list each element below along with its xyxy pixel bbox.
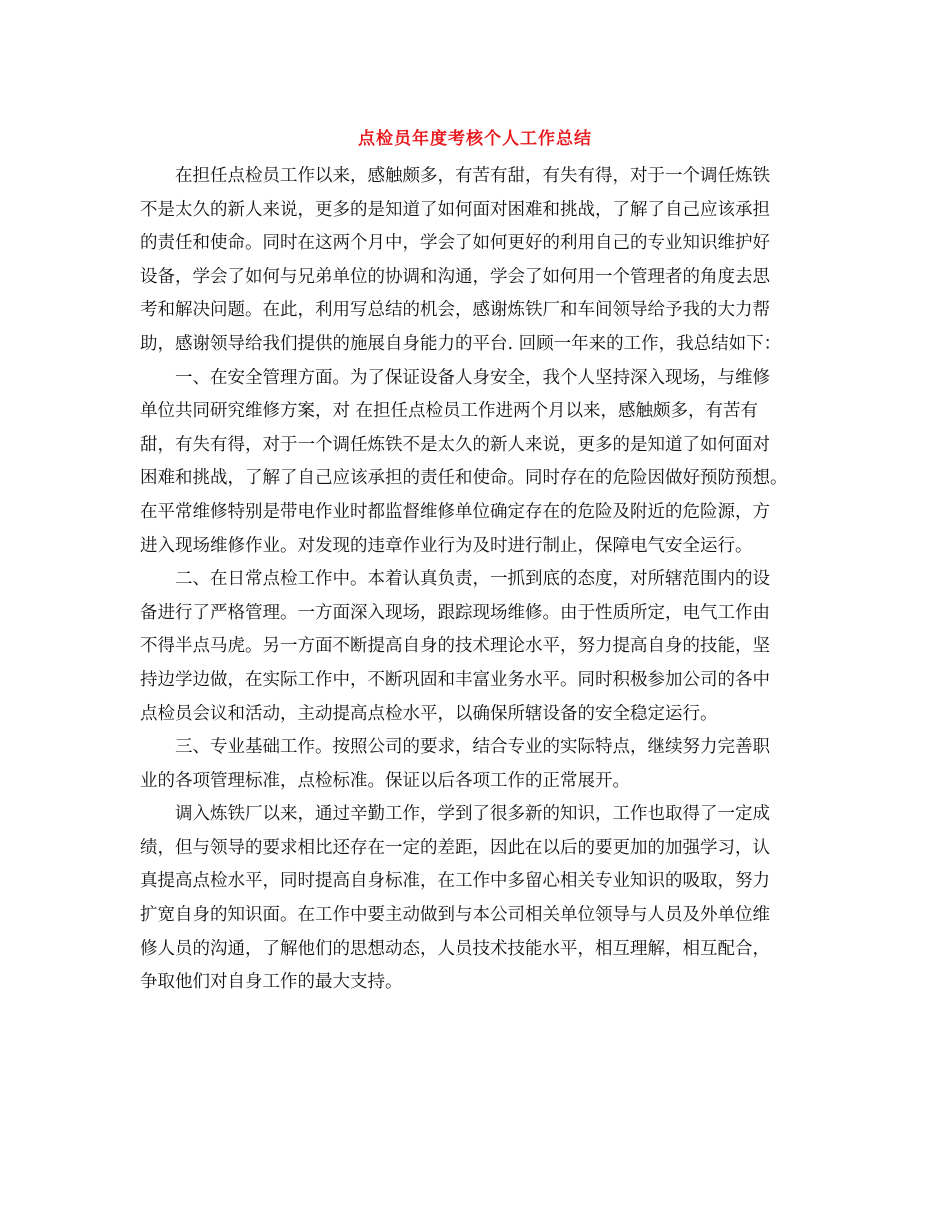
text-line: 在担任点检员工作以来，感触颇多，有苦有甜，有失有得，对于一个调任炼铁 — [175, 166, 770, 186]
text-line: 持边学边做，在实际工作中，不断巩固和丰富业务水平。同时积极参加公司的各中 — [140, 669, 770, 690]
document-body — [140, 160, 816, 1000]
text-line: 调入炼铁厂以来，通过辛勤工作，学到了很多新的知识，工作也取得了一定成 — [175, 804, 770, 825]
text-line: 点检员会议和活动，主动提高点检水平，以确保所辖设备的安全稳定运行。 — [140, 703, 718, 724]
text-line: 助，感谢领导给我们提供的施展自身能力的平台. 回顾一年来的工作，我总结如下： — [140, 333, 782, 354]
text-line: 争取他们对自身工作的最大支持。 — [140, 972, 403, 993]
text-line: 进入现场维修作业。对发现的违章作业行为及时进行制止，保障电气安全运行。 — [140, 535, 753, 556]
document-title: 点检员年度考核个人工作总结 — [358, 129, 592, 149]
text-line: 扩宽自身的知识面。在工作中要主动做到与本公司相关单位领导与人员及外单位维 — [140, 905, 770, 926]
text-line: 甜，有失有得，对于一个调任炼铁不是太久的新人来说，更多的是知道了如何面对 — [140, 434, 770, 455]
text-line: 不得半点马虎。另一方面不断提高自身的技术理论水平，努力提高自身的技能，坚 — [140, 636, 770, 657]
text-line: 修人员的沟通，了解他们的思想动态，人员技术技能水平，相互理解，相互配合， — [140, 938, 770, 959]
text-line: 真提高点检水平，同时提高自身标准，在工作中多留心相关专业知识的吸取，努力 — [140, 871, 770, 892]
text-line: 业的各项管理标准，点检标准。保证以后各项工作的正常展开。 — [140, 770, 630, 791]
text-line: 困难和挑战，了解了自己应该承担的责任和使命。同时存在的危险因做好预防预想。 — [140, 468, 788, 489]
paragraph-basic-work — [140, 731, 816, 798]
text-line: 绩，但与领导的要求相比还存在一定的差距，因此在以后的要更加的加强学习，认 — [140, 837, 770, 858]
text-line: 在平常维修特别是带电作业时都监督维修单位确定存在的危险及附近的危险源，方 — [140, 501, 770, 522]
paragraph-intro — [140, 160, 816, 362]
text-line: 单位共同研究维修方案，对 在担任点检员工作进两个月以来，感触颇多，有苦有 — [140, 401, 759, 422]
text-line: 二、在日常点检工作中。本着认真负责，一抓到底的态度，对所辖范围内的设 — [175, 569, 770, 590]
text-line: 一、在安全管理方面。为了保证设备人身安全，我个人坚持深入现场，与维修 — [175, 367, 770, 388]
text-line: 备进行了严格管理。一方面深入现场，跟踪现场维修。由于性质所定，电气工作由 — [140, 602, 770, 623]
paragraph-conclusion — [140, 798, 816, 1000]
paragraph-daily-inspection — [140, 563, 816, 731]
paragraph-safety — [140, 362, 816, 564]
text-line: 不是太久的新人来说，更多的是知道了如何面对困难和挑战，了解了自己应该承担 — [140, 199, 770, 220]
text-line: 设备，学会了如何与兄弟单位的协调和沟通，学会了如何用一个管理者的角度去思 — [140, 266, 770, 287]
text-line: 三、专业基础工作。按照公司的要求，结合专业的实际特点，继续努力完善职 — [175, 737, 770, 758]
text-line: 的责任和使命。同时在这两个月中，学会了如何更好的利用自己的专业知识维护好 — [140, 233, 770, 254]
text-line: 考和解决问题。在此，利用写总结的机会，感谢炼铁厂和车间领导给予我的大力帮 — [140, 300, 770, 321]
